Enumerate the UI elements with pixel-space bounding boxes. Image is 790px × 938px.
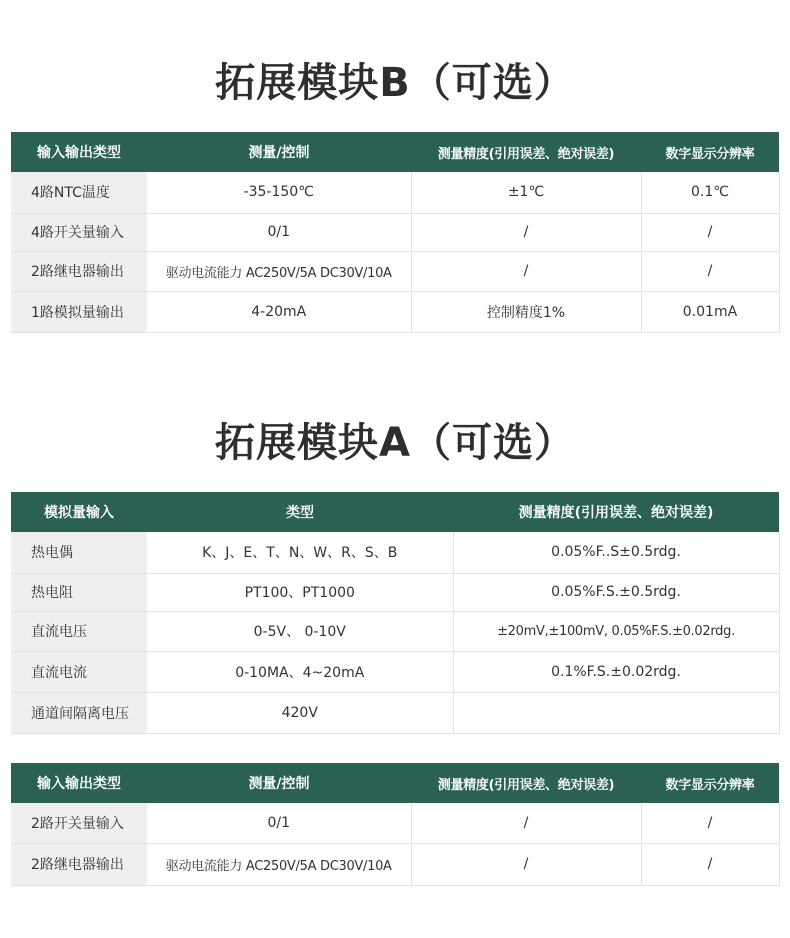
table-cell: PT100、PT1000	[147, 573, 453, 611]
table-cell: /	[641, 843, 779, 885]
table-cell: 0.05%F..S±0.5rdg.	[453, 532, 779, 573]
row-label: 4路开关量输入	[11, 213, 147, 251]
module-a-title: 拓展模块A（可选）	[215, 420, 575, 466]
column-header: 测量精度(引用误差、绝对误差)	[411, 132, 641, 172]
column-header: 数字显示分辨率	[641, 763, 779, 803]
table-row	[11, 692, 779, 733]
table-cell: 0/1	[147, 803, 411, 843]
module-a-table	[11, 492, 780, 734]
table-header-row	[11, 132, 779, 172]
table-cell: /	[641, 803, 779, 843]
table-cell: 驱动电流能力 AC250V/5A DC30V/10A	[147, 843, 411, 885]
table-row	[11, 803, 779, 843]
row-label: 直流电流	[11, 651, 147, 692]
module-b-table	[11, 132, 780, 333]
table-cell: /	[641, 251, 779, 291]
table-cell: 420V	[147, 692, 453, 733]
table-cell: 0-5V、 0-10V	[147, 611, 453, 651]
row-label: 热电阻	[11, 573, 147, 611]
table-row	[11, 172, 779, 213]
table-cell: /	[411, 803, 641, 843]
row-label: 1路模拟量输出	[11, 291, 147, 332]
table-cell: 4-20mA	[147, 291, 411, 332]
column-header: 输入输出类型	[11, 132, 147, 172]
table-cell: 0.1℃	[641, 172, 779, 213]
table-cell: /	[411, 213, 641, 251]
column-header: 测量精度(引用误差、绝对误差)	[411, 763, 641, 803]
module-b-title: 拓展模块B（可选）	[215, 60, 575, 106]
table-header-row	[11, 492, 779, 532]
table-row	[11, 651, 779, 692]
table-row	[11, 843, 779, 885]
column-header: 类型	[147, 492, 453, 532]
table-cell	[453, 692, 779, 733]
table-cell: 控制精度1%	[411, 291, 641, 332]
table-cell: 0.05%F.S.±0.5rdg.	[453, 573, 779, 611]
row-label: 2路继电器输出	[11, 843, 147, 885]
table-cell: ±1℃	[411, 172, 641, 213]
row-label: 直流电压	[11, 611, 147, 651]
table-cell: 0-10MA、4~20mA	[147, 651, 453, 692]
table-cell: /	[411, 251, 641, 291]
table-row	[11, 573, 779, 611]
row-label: 通道间隔离电压	[11, 692, 147, 733]
table-cell: 0/1	[147, 213, 411, 251]
row-label: 2路开关量输入	[11, 803, 147, 843]
row-label: 2路继电器输出	[11, 251, 147, 291]
row-label: 热电偶	[11, 532, 147, 573]
column-header: 测量/控制	[147, 763, 411, 803]
table-row	[11, 532, 779, 573]
column-header: 测量精度(引用误差、绝对误差)	[453, 492, 779, 532]
table-row	[11, 251, 779, 291]
table-cell: ±20mV,±100mV, 0.05%F.S.±0.02rdg.	[453, 611, 779, 651]
table-header-row	[11, 763, 779, 803]
table-cell: 驱动电流能力 AC250V/5A DC30V/10A	[147, 251, 411, 291]
table-row	[11, 291, 779, 332]
table-cell: /	[411, 843, 641, 885]
column-header: 数字显示分辨率	[641, 132, 779, 172]
table-cell: 0.01mA	[641, 291, 779, 332]
table-cell: /	[641, 213, 779, 251]
table-row	[11, 213, 779, 251]
table-cell: 0.1%F.S.±0.02rdg.	[453, 651, 779, 692]
table-cell: -35-150℃	[147, 172, 411, 213]
column-header: 测量/控制	[147, 132, 411, 172]
module-a-io-table	[11, 763, 780, 886]
row-label: 4路NTC温度	[11, 172, 147, 213]
column-header: 模拟量输入	[11, 492, 147, 532]
table-row	[11, 611, 779, 651]
column-header: 输入输出类型	[11, 763, 147, 803]
table-cell: K、J、E、T、N、W、R、S、B	[147, 532, 453, 573]
